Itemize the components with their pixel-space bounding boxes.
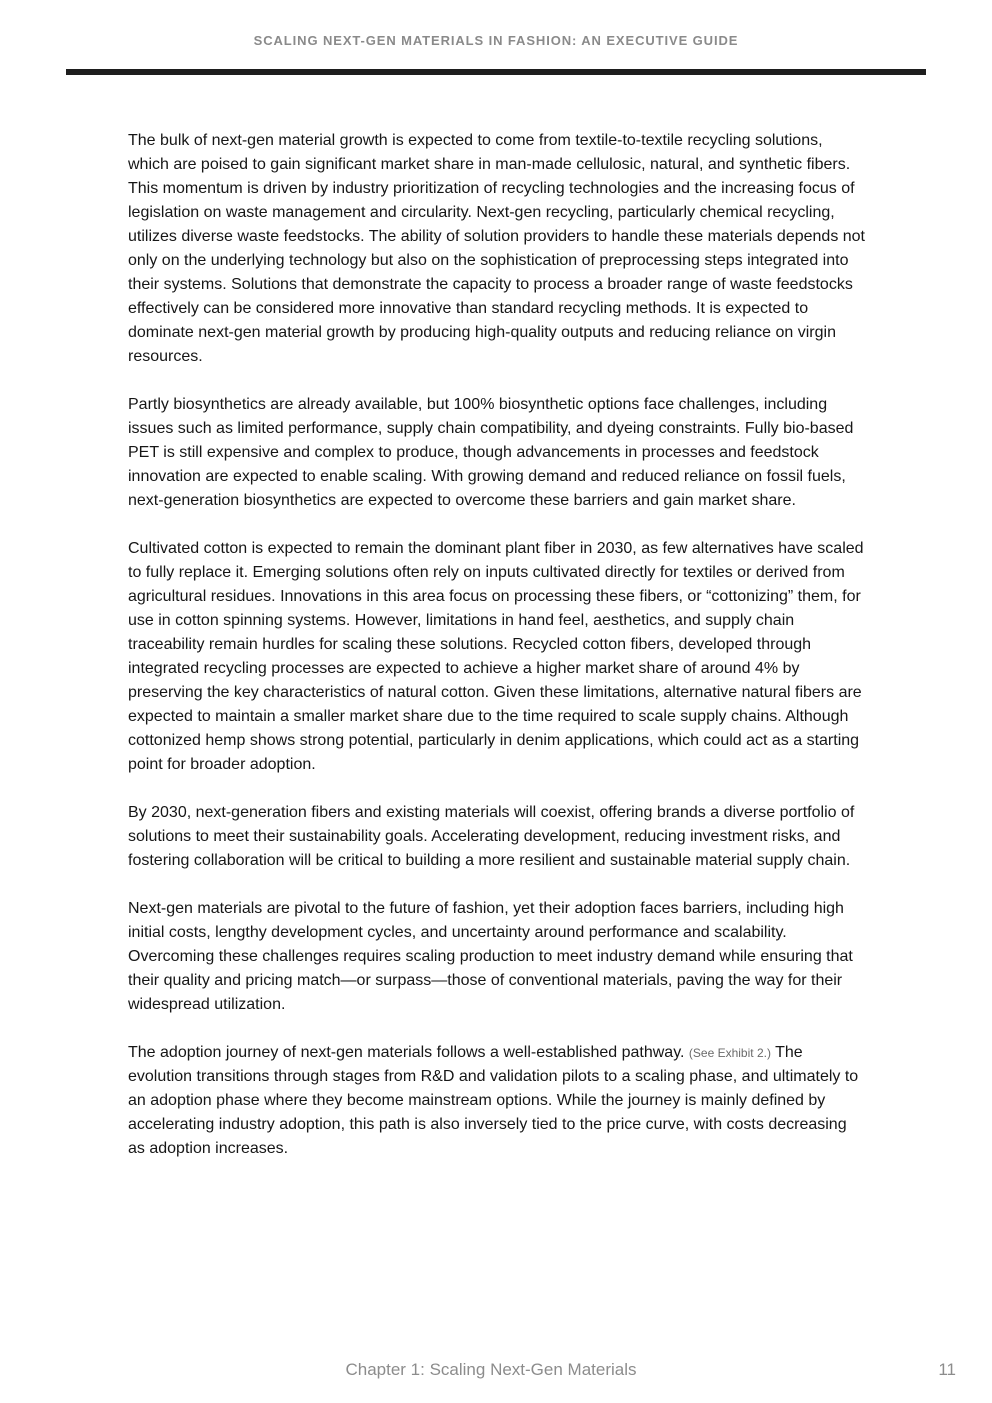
paragraph-recycling: The bulk of next-gen material growth is expected to come from textile-to-textile recycling solutions, which are poised to gain significant market share in man-made cellulosic, natural, and synthetic fibers. This momentum is driven by industry prioritization of recycling technologies and the increasing focus of legislation on waste management and circularity. Next-gen recycling, particularly chemical recycling, utilizes diverse waste feedstocks. The ability of solution providers to handle these materials depends not only on the underlying technology but also on the sophistication of preprocessing steps integrated into their systems. Solutions that demonstrate the capacity to process a broader range of waste feedstocks effectively can be considered more innovative than standard recycling methods. It is expected to dominate next-gen material growth by producing high-quality outputs and reducing reliance on virgin resources.: [128, 132, 865, 365]
paragraph-biosynthetics: Partly biosynthetics are already available, but 100% biosynthetic options face challenges, including issues such as limited performance, supply chain compatibility, and dyeing constraints. Fully bio-based PET is still expensive and complex to produce, though advancements in processes and feedstock innovation are expected to enable scaling. With growing demand and reduced reliance on fossil fuels, next-generation biosynthetics are expected to overcome these barriers and gain market share.: [128, 396, 854, 509]
adoption-rest-text: The evolution transitions through stages from R&D and validation pilots to a scaling phase, and ultimately to an adoption phase where they become mainstream options. While the journey is mainly defined by accelerating industry adoption, this path is also inversely tied to the price curve, with costs decreasing as adoption increases.: [128, 1044, 859, 1157]
paragraph-barriers: Next-gen materials are pivotal to the future of fashion, yet their adoption faces barriers, including high initial costs, lengthy development cycles, and uncertainty around performance and scalability. Overcoming these challenges requires scaling production to meet industry demand while ensuring that their quality and pricing match—or surpass—those of conventional materials, paving the way for their widespread utilization.: [128, 900, 853, 1013]
paragraph-cotton: Cultivated cotton is expected to remain the dominant plant fiber in 2030, as few alternatives have scaled to fully replace it. Emerging solutions often rely on inputs cultivated directly for textiles or derived from agricultural residues. Innovations in this area focus on processing these fibers, or “cottonizing” them, for use in cotton spinning systems. However, limitations in hand feel, aesthetics, and supply chain traceability remain hurdles for scaling these solutions. Recycled cotton fibers, developed through integrated recycling processes are expected to achieve a higher market share of around 4% by preserving the key characteristics of natural cotton. Given these limitations, alternative natural fibers are expected to maintain a smaller market share due to the time required to scale supply chains. Although cottonized hemp shows strong potential, particularly in denim applications, which could act as a starting point for broader adoption.: [128, 540, 864, 773]
paragraph-coexistence: By 2030, next-generation fibers and existing materials will coexist, offering brands a diverse portfolio of solutions to meet their sustainability goals. Accelerating development, reducing investment risks, and fostering collaboration will be critical to building a more resilient and sustainable material supply chain.: [128, 804, 855, 869]
running-header: SCALING NEXT-GEN MATERIALS IN FASHION: AN EXECUTIVE GUIDE: [253, 33, 739, 48]
footer-chapter-title: Chapter 1: Scaling Next-Gen Materials: [345, 1360, 637, 1379]
body-text: [128, 129, 866, 1185]
exhibit-reference-link[interactable]: (See Exhibit 2.): [688, 1046, 771, 1060]
adoption-lead-text: The adoption journey of next-gen materials follows a well-established pathway.: [128, 1044, 685, 1061]
paragraph-adoption-journey: [128, 1041, 866, 1161]
header-rule: [66, 69, 926, 75]
page-number: 11: [938, 1360, 956, 1379]
